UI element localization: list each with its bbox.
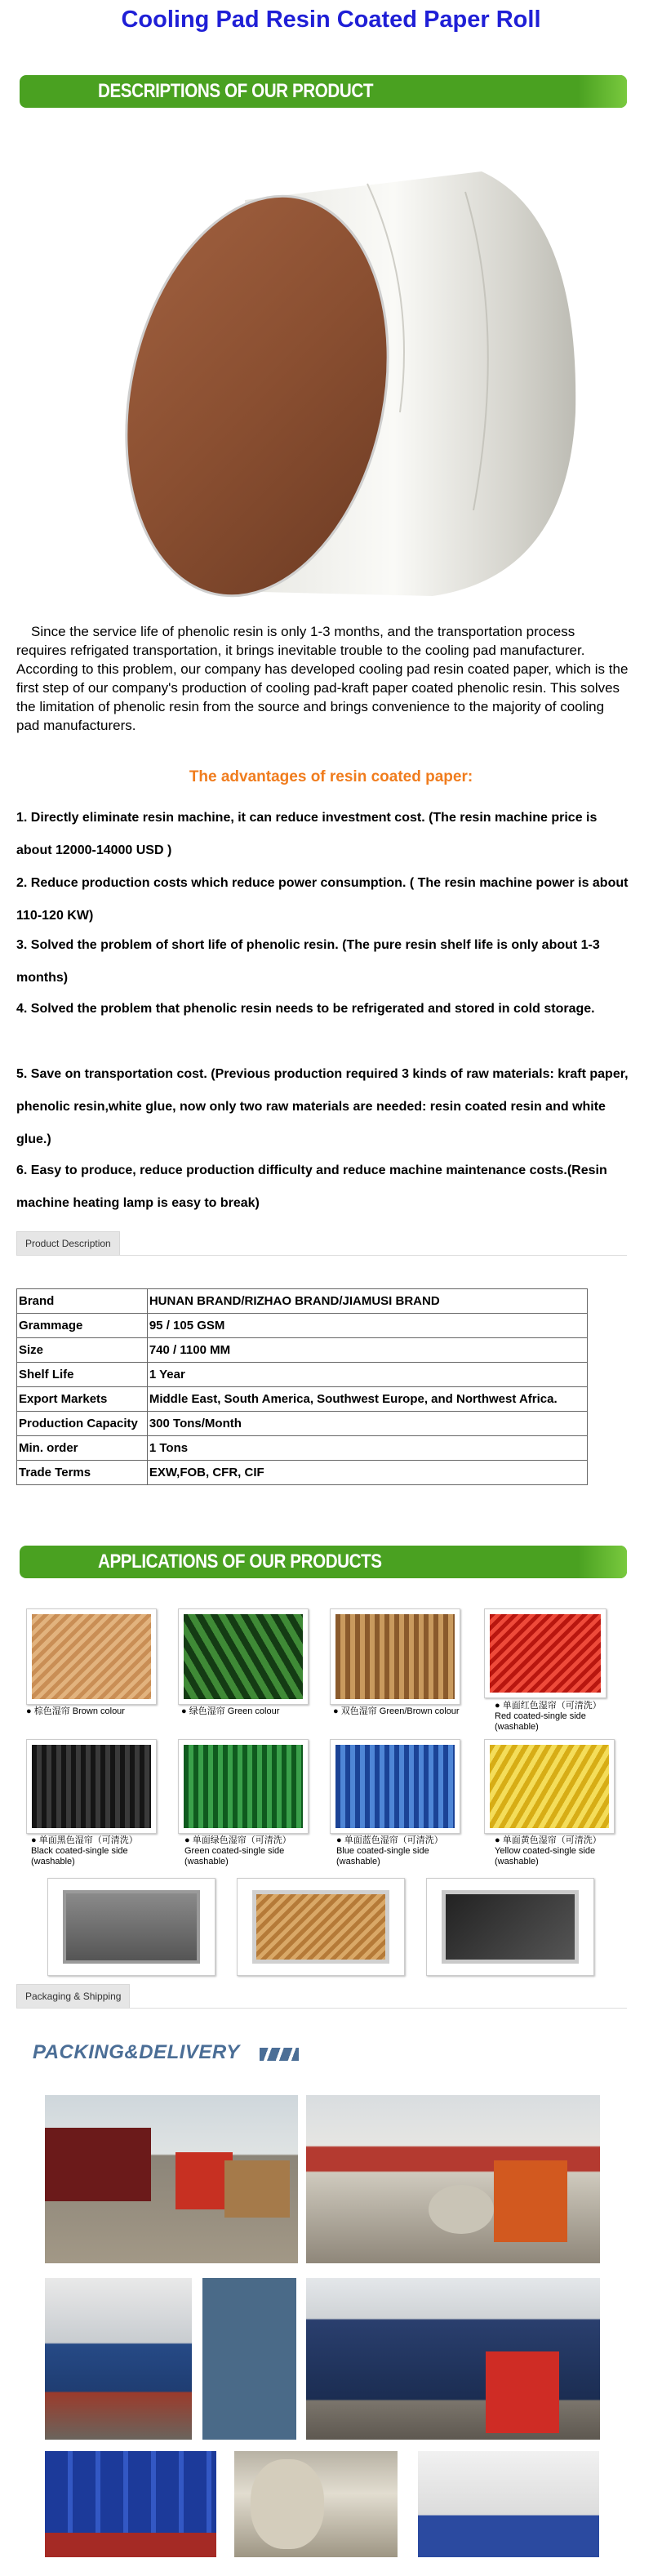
tab-product-description[interactable]: Product Description [16,1231,120,1255]
table-row [17,1314,588,1338]
app-image [178,1608,309,1705]
app-caption-zh: 单面黑色湿帘（可清洗） [38,1835,138,1845]
app-caption: ● 单面红色湿帘（可清洗） Red coated-single side (washable) [495,1701,602,1732]
app-caption: ● 单面黑色湿帘（可清洗） Black coated-single side (washable) [31,1835,138,1866]
app-caption: ● 单面蓝色湿帘（可清洗） Blue coated-single side (washable) [336,1835,443,1866]
pad-swatch [490,1745,609,1828]
pad-frame [442,1890,579,1964]
app-caption-zh: 单面蓝色湿帘（可清洗） [344,1835,443,1845]
app-caption-en: Yellow coated-single side (washable) [495,1846,596,1866]
spec-value: HUNAN BRAND/RIZHAO BRAND/JIAMUSI BRAND [147,1289,587,1314]
advantage-item: 1. Directly eliminate resin machine, it can reduce investment cost. (The resin machine price is about 12000-14000 USD ) [16,811,598,857]
pad-swatch [490,1614,601,1693]
app-caption-en: Red coated-single side (washable) [495,1711,586,1732]
spec-table [16,1288,588,1485]
pad-frame-image [237,1878,405,1976]
app-caption-en: Green/Brown colour [379,1706,460,1716]
table-row [17,1461,588,1485]
app-caption: ● 单面绿色湿帘（可清洗） Green coated-single side (washable) [184,1835,291,1866]
app-caption-zh: 棕色湿帘 [33,1706,70,1716]
spec-label: Trade Terms [17,1461,148,1485]
advantage-item: 3. Solved the problem of short life of phenolic resin. (The pure resin shelf life is only about 1-3 months) [16,938,600,985]
roll-shape [429,2185,494,2234]
app-caption-zh: 双色湿帘 [340,1706,377,1716]
container-floor-shape [45,2533,216,2557]
photo-scene [45,2278,192,2440]
packaging-tab-header [16,1984,627,2009]
spec-label: Shelf Life [17,1363,148,1387]
stripes-decoration [260,2048,299,2061]
applications-banner [20,1546,627,1578]
app-caption-en: Brown colour [72,1706,125,1716]
app-image [330,1739,460,1834]
table-row [17,1363,588,1387]
table-row [17,1289,588,1314]
leaf-decoration [578,75,627,108]
table-row [17,1436,588,1461]
app-caption-en: Black coated-single side (washable) [31,1846,128,1866]
product-roll-image [122,167,588,604]
advantage-item: 5. Save on transportation cost. (Previous production required 3 kinds of raw materials: kraft paper, phenolic resin,white glue, now only two raw materials are needed: resin coated resin and white glue.) [16,1067,629,1146]
pad-swatch [335,1614,455,1699]
white-rolls-photo [418,2451,599,2557]
spec-label: Size [17,1338,148,1363]
app-image [484,1608,606,1698]
app-image [330,1608,460,1705]
spec-value: 740 / 1100 MM [147,1338,587,1363]
product-description-tab-header [16,1231,627,1256]
app-image [178,1739,309,1834]
app-caption: ● 单面黄色湿帘（可清洗） Yellow coated-single side (washable) [495,1835,602,1866]
app-caption-en: Green coated-single side (washable) [184,1846,285,1866]
app-caption-zh: 单面黄色湿帘（可清洗） [502,1835,602,1845]
app-caption-en: Blue coated-single side (washable) [336,1846,429,1866]
spec-label: Export Markets [17,1387,148,1412]
table-row [17,1387,588,1412]
applications-banner-label: APPLICATIONS OF OUR PRODUCTS [98,1550,382,1573]
forklift-shape [486,2351,559,2433]
table-row [17,1412,588,1436]
app-caption-zh: 绿色湿帘 [189,1706,225,1716]
spec-value: EXW,FOB, CFR, CIF [147,1461,587,1485]
pad-frame-image [47,1878,215,1976]
drums-photo [45,2451,216,2557]
spec-value: 1 Year [147,1363,587,1387]
app-caption: ● 双色湿帘 Green/Brown colour [333,1706,460,1716]
pad-frame [252,1890,389,1964]
packing-heading [33,2041,310,2069]
app-caption-zh: 单面绿色湿帘（可清洗） [192,1835,291,1845]
warehouse-forklift-photo [306,2095,600,2263]
leaf-decoration [578,1546,627,1578]
pad-swatch [335,1745,455,1828]
spec-label: Production Capacity [17,1412,148,1436]
pad-swatch [184,1745,303,1828]
advantages-title: The advantages of resin coated paper: [189,768,473,785]
intro-paragraph: Since the service life of phenolic resin is only 1-3 months, and the transportation process requires refrigated transportation, it brings inevitable trouble to the cooling pad manufacturer. According to this problem, our company has developed cooling pad resin coated paper, which is the first step of our company's production of cooling pad-kraft paper coated phenolic resin. This solves the limitation of phenolic resin from the source and brings convenience to the majority of cooling pad manufacturers. [16,624,629,733]
pad-swatch [32,1745,151,1828]
descriptions-banner [20,75,627,108]
container-truck-photo [306,2278,600,2440]
tab-packaging-shipping[interactable]: Packaging & Shipping [16,1984,130,2008]
spec-value: 95 / 105 GSM [147,1314,587,1338]
packing-heading-label: PACKING&DELIVERY [33,2041,240,2063]
pad-swatch [184,1614,303,1699]
page-title: Cooling Pad Resin Coated Paper Roll [121,7,541,33]
pad-frame-image [426,1878,594,1976]
advantage-item: 2. Reduce production costs which reduce power consumption. ( The resin machine power is about 110-120 KW) [16,876,629,923]
container-door-photo [202,2278,296,2440]
table-row [17,1338,588,1363]
app-image [484,1739,615,1834]
spec-value: 1 Tons [147,1436,587,1461]
app-image [26,1608,157,1705]
spec-label: Brand [17,1289,148,1314]
pad-swatch [32,1614,151,1699]
advantage-item: 6. Easy to produce, reduce production difficulty and reduce machine maintenance costs.(Resin machine heating lamp is easy to break) [16,1163,607,1210]
app-image [26,1739,157,1834]
app-caption: ● 绿色湿帘 Green colour [181,1706,280,1716]
spec-label: Min. order [17,1436,148,1461]
photo-scene [202,2278,296,2440]
descriptions-banner-label: DESCRIPTIONS OF OUR PRODUCT [98,80,373,102]
app-caption-en: Green colour [227,1706,280,1716]
spec-label: Grammage [17,1314,148,1338]
spec-value: Middle East, South America, Southwest Europe, and Northwest Africa. [147,1387,587,1412]
advantage-item: 4. Solved the problem that phenolic resin needs to be refrigerated and stored in cold storage. [16,1002,595,1016]
truck-shape [45,2128,151,2201]
forklift-shape [494,2160,567,2242]
cargo-shape [224,2160,290,2218]
loading-truck-photo [45,2095,298,2263]
photo-scene [418,2451,599,2557]
paper-rolls-photo [234,2451,398,2557]
container-loading-photo [45,2278,192,2440]
spec-value: 300 Tons/Month [147,1412,587,1436]
roll-shape [251,2459,324,2549]
app-caption: ● 棕色湿帘 Brown colour [26,1706,125,1716]
pad-frame [63,1890,200,1964]
app-caption-zh: 单面红色湿帘（可清洗） [502,1701,602,1711]
